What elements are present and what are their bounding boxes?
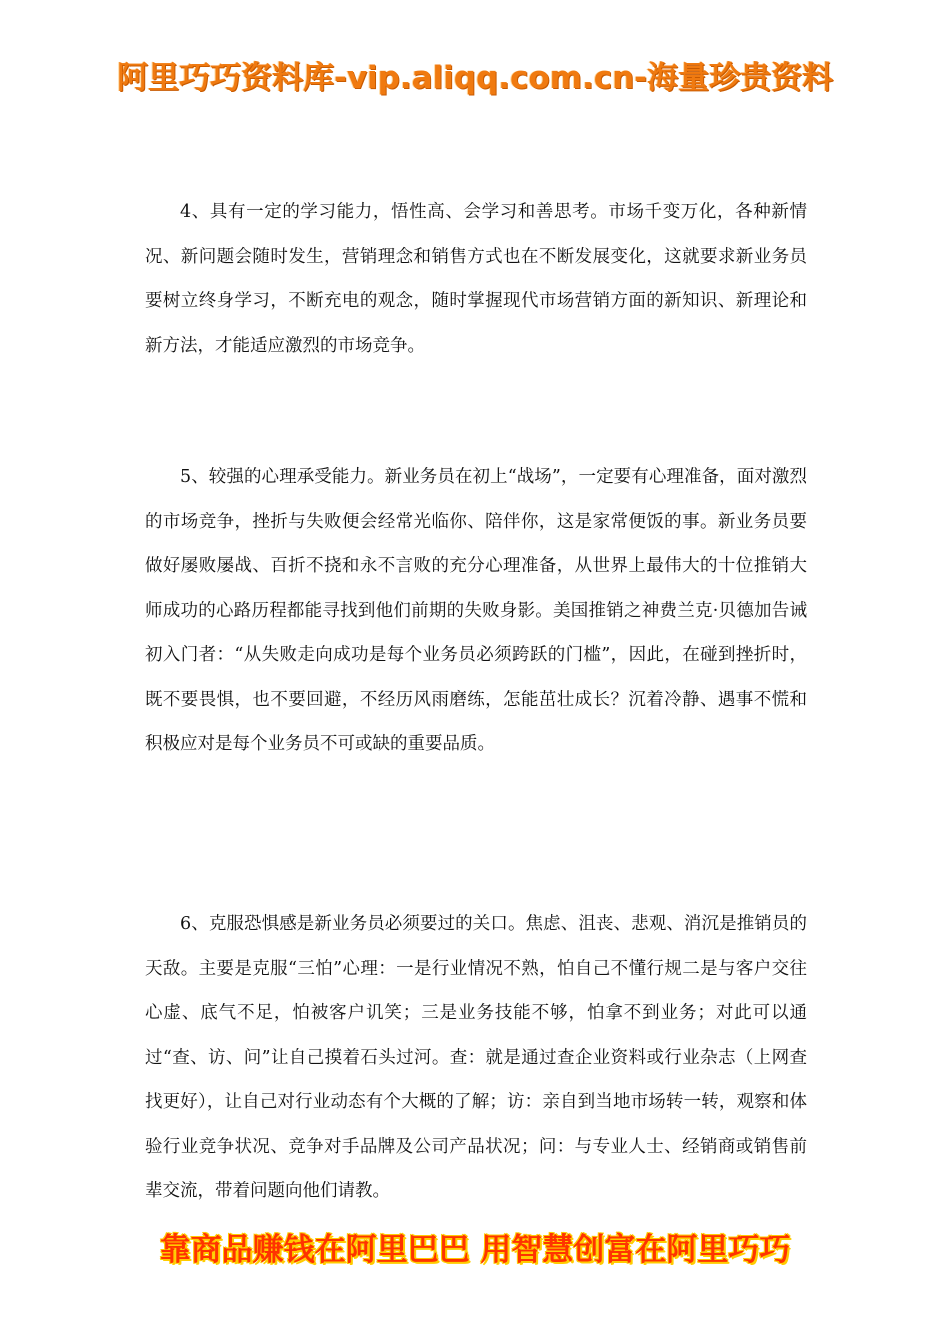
header-banner: 阿里巧巧资料库-vip.aliqq.com.cn-海量珍贵资料 xyxy=(116,60,834,96)
paragraph-6: 6、克服恐惧感是新业务员必须要过的关口。焦虑、沮丧、悲观、消沉是推销员的天敌。主要是克服“三怕”心理：一是行业情况不熟，怕自己不懂行规二是与客户交往心虚、底气不足，怕被客户讥笑；三是业务技能不够，怕拿不到业务；对此可以通过“查、访、问”让自己摸着石头过河。查：就是通过查企业资料或行业杂志（上网查找更好），让自己对行业动态有个大概的了解；访：亲自到当地市场转一转，观察和体验行业竞争状况、竞争对手品牌及公司产品状况；问：与专业人士、经销商或销售前辈交流，带着问题向他们请教。 xyxy=(145,914,807,1201)
paragraph-4: 4、具有一定的学习能力，悟性高、会学习和善思考。市场千变万化，各种新情况、新问题会随时发生，营销理念和销售方式也在不断发展变化，这就要求新业务员要树立终身学习，不断充电的观念，随时掌握现代市场营销方面的新知识、新理论和新方法，才能适应激烈的市场竞争。 xyxy=(145,202,807,356)
footer-banner: 靠商品赚钱在阿里巴巴 用智慧创富在阿里巧巧 xyxy=(159,1232,791,1268)
paragraph-5: 5、较强的心理承受能力。新业务员在初上“战场”，一定要有心理准备，面对激烈的市场竞争，挫折与失败便会经常光临你、陪伴你，这是家常便饭的事。新业务员要做好屡败屡战、百折不挠和永不言败的充分心理准备，从世界上最伟大的十位推销大师成功的心路历程都能寻找到他们前期的失败身影。美国推销之神费兰克·贝德加告诫初入门者：“从失败走向成功是每个业务员必须跨跃的门槛”，因此，在碰到挫折时，既不要畏惧，也不要回避，不经历风雨磨练，怎能茁壮成长？沉着冷静、遇事不慌和积极应对是每个业务员不可或缺的重要品质。 xyxy=(145,467,807,754)
